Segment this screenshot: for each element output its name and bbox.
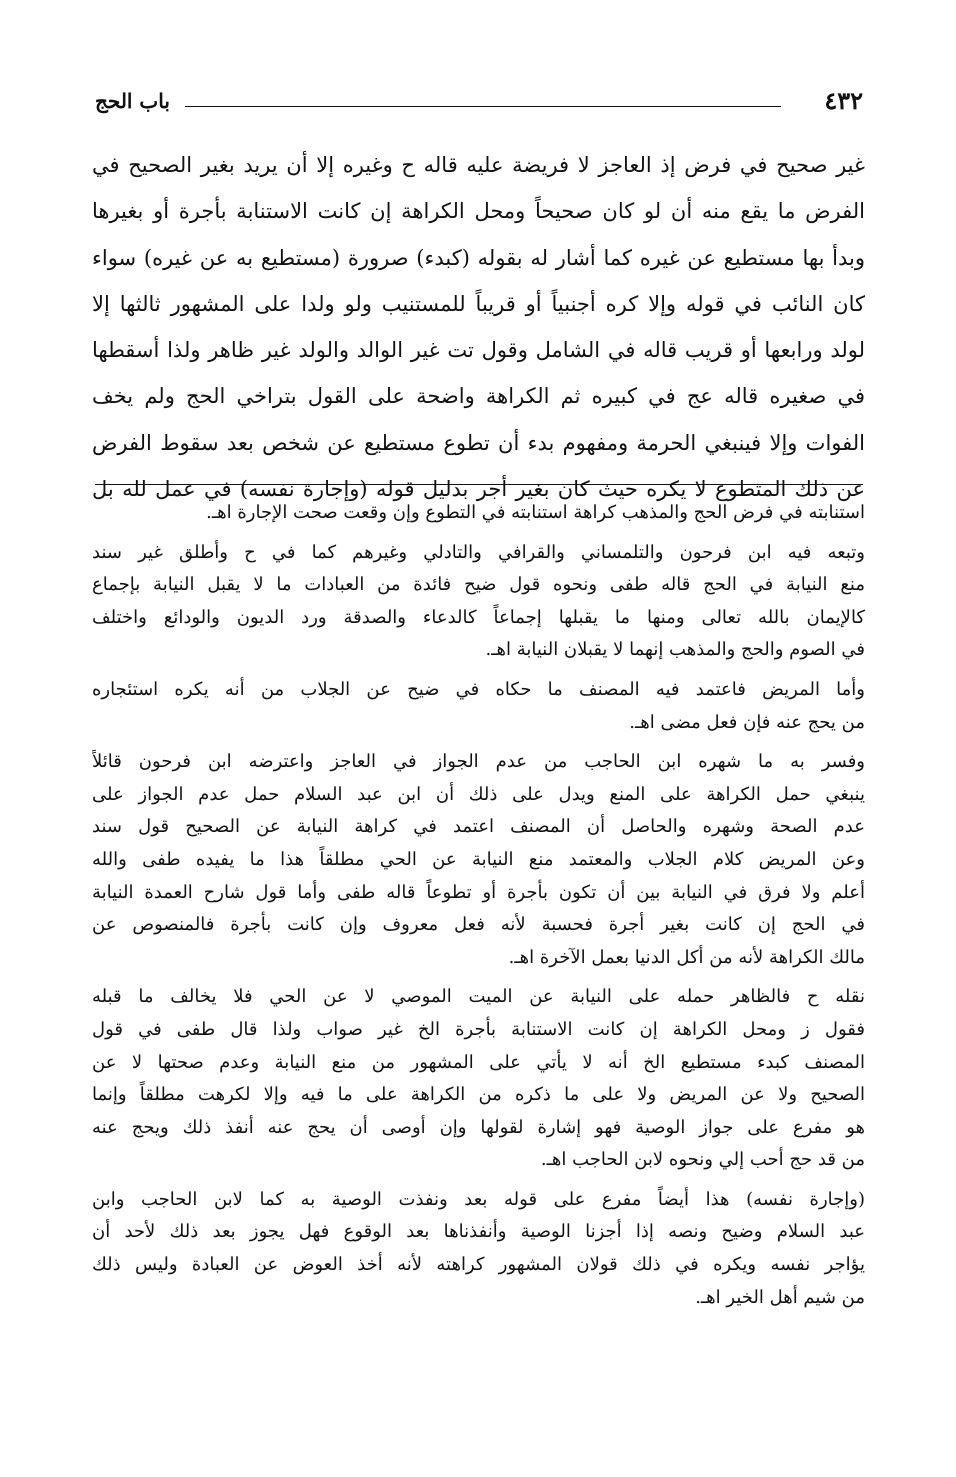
note-line: في الصوم والحج والمذهب إنهما لا يقبلان النيابة اهـ. xyxy=(485,639,865,661)
main-text-line: الفوات وإلا فينبغي الحرمة ومفهوم بدء أن تطوع مستطيع عن شخص بعد سقوط الفرض xyxy=(92,430,865,455)
paragraph-gap xyxy=(92,530,865,537)
main-text xyxy=(92,142,865,512)
note-line: (وإجارة نفسه) هذا أيضاً مفرع على قوله بعد ونفذت الوصية به كما لابن الحاجب وابن xyxy=(92,1188,865,1210)
note-line: عدم الصحة وشهره والحاصل أن المصنف اعتمد في كراهة النيابة عن الصحيح قول سند xyxy=(92,816,865,838)
paragraph-gap xyxy=(92,739,865,746)
note-line: وأما المريض فاعتمد فيه المصنف ما حكاه في ضيح عن الجلاب من أنه يكره استئجاره xyxy=(92,678,865,700)
note-line: فقول ز ومحل الكراهة إن كانت الاستنابة بأجرة الخ غير صواب ولذا قال طفى في قول xyxy=(92,1018,865,1040)
paragraph-gap xyxy=(92,974,865,981)
note-paragraph xyxy=(92,674,865,739)
footnotes xyxy=(92,497,865,1314)
note-line: يؤاجر نفسه ويكره في ذلك قولان المشهور كراهته لأنه أخذ العوض عن العبادة وليس ذلك xyxy=(92,1254,865,1276)
note-line: استنابته في فرض الحج والمذهب كراهة استنابته في التطوع وإن وقعت صحت الإجارة اهـ. xyxy=(206,502,865,523)
main-text-line: عن ذلك المتطوع لا يكره حيث كان بغير أجر بدليل قوله (وإجارة نفسه) في عمل لله بل xyxy=(92,477,865,502)
note-line: وعن المريض كلام الجلاب والمعتمد منع النيابة عن الحي مطلقاً هذا ما يفيده طفى والله xyxy=(92,848,865,870)
note-line: المصنف كبدء مستطيع الخ أنه لا يأتي على المشهور من منع النيابة وعدم صحتها لا عن xyxy=(92,1051,865,1073)
running-title: باب الحج xyxy=(95,89,170,113)
note-paragraph xyxy=(92,1184,865,1314)
main-text-line: في صغيره قاله عج في كبيره ثم الكراهة واضحة على القول بتراخي الحج ولم يخف xyxy=(92,384,865,409)
note-line: وتبعه فيه ابن فرحون والتلمساني والقرافي والتادلي وغيرهم كما في ح وأطلق غير سند xyxy=(92,541,865,563)
main-text-line: لولد ورابعها أو قريب قاله في الشامل وقول تت غير الوالد والولد غير ظاهر ولذا أسقطها xyxy=(92,338,865,363)
paragraph-gap xyxy=(92,1177,865,1184)
note-line: منع النيابة في الحج قاله طفى ونحوه قول ضيح فائدة من العبادات ما لا يقبل النيابة بإجماع xyxy=(92,574,865,596)
main-text-line: كان النائب في قوله وإلا كره أجنبياً أو قريباً للمستنيب ولو ولدا على المشهور ثالثها إلا xyxy=(92,291,865,316)
note-paragraph xyxy=(92,497,865,530)
paragraph-gap xyxy=(92,667,865,674)
note-line: كالإيمان بالله تعالى ومنها ما يقبلها إجماعاً كالدعاء والصدقة ورد الديون والودائع واختلف xyxy=(92,606,865,628)
note-line: في الحج إن كانت بغير أجرة فحسبة لأنه فعل معروف وإن كانت بأجرة فالمنصوص عن xyxy=(92,914,865,936)
header-rule xyxy=(185,106,781,107)
note-line: من شيم أهل الخير اهـ. xyxy=(695,1286,865,1308)
note-line: أعلم ولا فرق في النيابة بين أن تكون بأجرة أو تطوعاً قاله طفى وأما قول شارح العمدة النيابة xyxy=(92,881,865,903)
note-line: مالك الكراهة لأنه من أكل الدنيا بعمل الآخرة اهـ. xyxy=(508,946,865,968)
note-line: هو مفرع على جواز الوصية فهو إشارة لقولها وإن أوصى أن يحج عنه أنفذ ذلك ويحج عنه xyxy=(92,1116,865,1138)
main-text-line: الفرض ما يقع منه أن لو كان صحيحاً ومحل الكراهة إن كانت الاستنابة بأجرة أو بغيرها xyxy=(92,199,865,224)
note-line: من يحج عنه فإن فعل مضى اهـ. xyxy=(629,711,865,733)
running-header xyxy=(95,86,863,116)
note-line: الصحيح ولا عن المريض ولا على ما ذكره من الكراهة على ما فيه وإلا لكرهت مطلقاً وإنما xyxy=(92,1084,865,1106)
note-paragraph xyxy=(92,537,865,667)
note-line: عبد السلام وضيح ونصه إذا أجزنا الوصية وأنفذناها بعد الوقوع فهل يجوز بعد ذلك لأحد أن xyxy=(92,1221,865,1243)
note-line: وفسر به ما شهره ابن الحاجب من عدم الجواز في العاجز واعترضه ابن فرحون قائلاً xyxy=(92,751,865,773)
page-number: ٤٣٢ xyxy=(824,86,863,115)
footnote-separator xyxy=(95,484,863,485)
note-paragraph xyxy=(92,746,865,974)
main-text-line: غير صحيح في فرض إذ العاجز لا فريضة عليه قاله ح وغيره إلا أن يريد بغير الصحيح في xyxy=(92,153,865,177)
main-text-line: وبدأ بها مستطيع عن غيره كما أشار له بقوله (كبدء) صرورة (مستطيع به عن غيره) سواء xyxy=(92,245,865,270)
note-line: من قد حج أحب إلي ونحوه لابن الحاجب اهـ. xyxy=(540,1149,865,1171)
note-line: نقله ح فالظاهر حمله على النيابة عن الميت الموصي لا عن الحي فلا يخالف ما قبله xyxy=(92,986,865,1008)
note-line: ينبغي حمل الكراهة على المنع ويدل على ذلك أن ابن عبد السلام حمل عدم الجواز على xyxy=(92,783,865,805)
note-paragraph xyxy=(92,981,865,1177)
